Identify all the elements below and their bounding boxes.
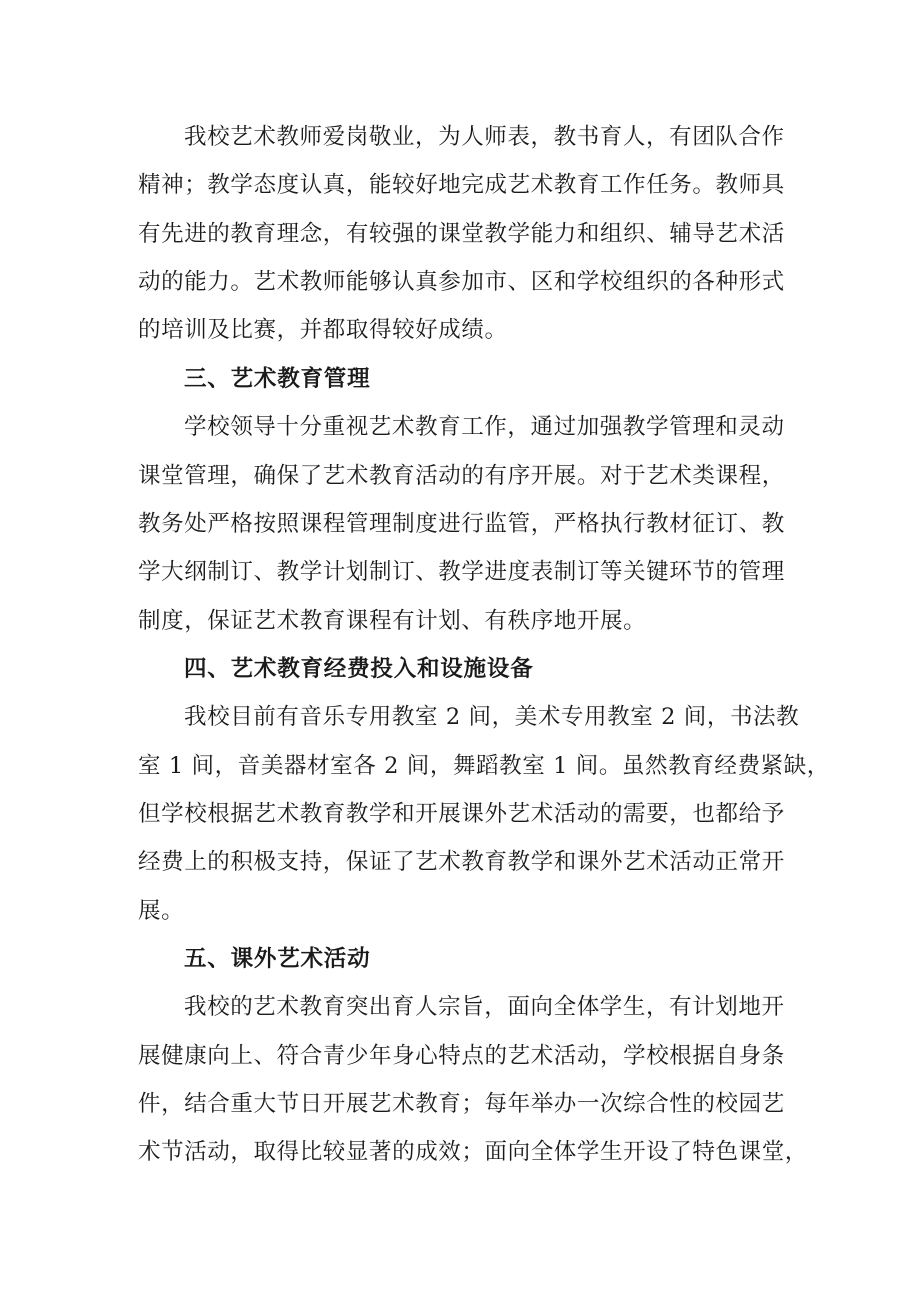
paragraph-line: 但学校根据艺术教育教学和开展课外艺术活动的需要，也都给予	[138, 801, 785, 827]
paragraph-line: 的培训及比赛，并都取得较好成绩。	[138, 317, 508, 343]
paragraph-line: 有先进的教育理念，有较强的课堂教学能力和组织、辅导艺术活	[138, 221, 785, 247]
paragraph-line: 课堂管理，确保了艺术教育活动的有序开展。对于艺术类课程，	[138, 463, 785, 489]
paragraph-line: 件，结合重大节日开展艺术教育；每年举办一次综合性的校园艺	[138, 1091, 785, 1117]
paragraph-line: 展健康向上、符合青少年身心特点的艺术活动，学校根据自身条	[138, 1043, 785, 1069]
paragraph-line: 展。	[138, 898, 185, 924]
section-heading: 五、课外艺术活动	[184, 946, 371, 972]
paragraph-line: 术节活动，取得比较显著的成效；面向全体学生开设了特色课堂，	[138, 1139, 808, 1165]
paragraph-line: 经费上的积极支持，保证了艺术教育教学和课外艺术活动正常开	[138, 849, 785, 875]
paragraph-line: 室 1 间，音美器材室各 2 间，舞蹈教室 1 间。虽然教育经费紧缺，	[138, 753, 830, 779]
paragraph-line: 精神；教学态度认真，能较好地完成艺术教育工作任务。教师具	[138, 172, 785, 198]
paragraph-line: 制度，保证艺术教育课程有计划、有秩序地开展。	[138, 608, 647, 634]
paragraph-line: 我校的艺术教育突出育人宗旨，面向全体学生，有计划地开	[184, 994, 785, 1020]
paragraph-line: 我校艺术教师爱岗敬业，为人师表，教书育人，有团队合作	[184, 124, 785, 150]
section-heading: 三、艺术教育管理	[184, 366, 371, 392]
paragraph-line: 教务处严格按照课程管理制度进行监管，严格执行教材征订、教	[138, 511, 785, 537]
paragraph-line: 学大纲制订、教学计划制订、教学进度表制订等关键环节的管理	[138, 559, 785, 585]
section-heading: 四、艺术教育经费投入和设施设备	[184, 656, 534, 682]
paragraph-line: 学校领导十分重视艺术教育工作，通过加强教学管理和灵动	[184, 414, 785, 440]
paragraph-line: 动的能力。艺术教师能够认真参加市、区和学校组织的各种形式	[138, 269, 785, 295]
paragraph-line: 我校目前有音乐专用教室 2 间，美术专用教室 2 间，书法教	[184, 704, 800, 730]
